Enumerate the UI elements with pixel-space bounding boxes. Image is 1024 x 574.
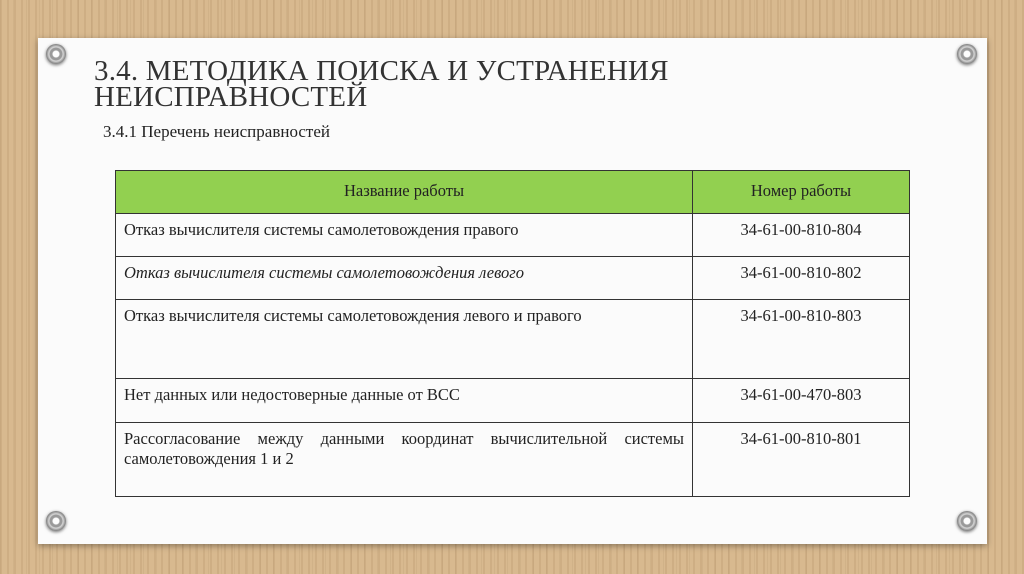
pin-icon — [957, 511, 977, 531]
work-number-cell: 34-61-00-810-803 — [693, 300, 910, 379]
pin-icon — [957, 44, 977, 64]
work-number-cell: 34-61-00-470-803 — [693, 379, 910, 423]
work-name-cell: Рассогласование между данными координат вычислительной системы самолетовождения 1 и 2 — [116, 423, 693, 497]
header-work-number: Номер работы — [693, 171, 910, 214]
work-name-cell: Отказ вычислителя системы самолетовождения левого — [116, 257, 693, 300]
slide-title — [94, 55, 794, 113]
header-work-name: Название работы — [116, 171, 693, 214]
table-header-row — [116, 171, 910, 214]
work-name-cell: Отказ вычислителя системы самолетовождения правого — [116, 214, 693, 257]
slide-subtitle: 3.4.1 Перечень неисправностей — [103, 122, 330, 141]
table-row — [116, 214, 910, 257]
faults-table — [115, 170, 910, 497]
slide-title-line1: 3.4. МЕТОДИКА ПОИСКА И УСТРАНЕНИЯ — [94, 55, 669, 87]
pin-icon — [46, 44, 66, 64]
pin-icon — [46, 511, 66, 531]
slide-title-line2: НЕИСПРАВНОСТЕЙ — [94, 81, 368, 113]
work-name-cell: Отказ вычислителя системы самолетовождения левого и правого — [116, 300, 693, 379]
work-number-cell: 34-61-00-810-804 — [693, 214, 910, 257]
work-name-cell: Нет данных или недостоверные данные от ВСС — [116, 379, 693, 423]
table-row — [116, 379, 910, 423]
work-number-cell: 34-61-00-810-801 — [693, 423, 910, 497]
work-number-cell: 34-61-00-810-802 — [693, 257, 910, 300]
table-row — [116, 257, 910, 300]
table-row — [116, 300, 910, 379]
table-row — [116, 423, 910, 497]
